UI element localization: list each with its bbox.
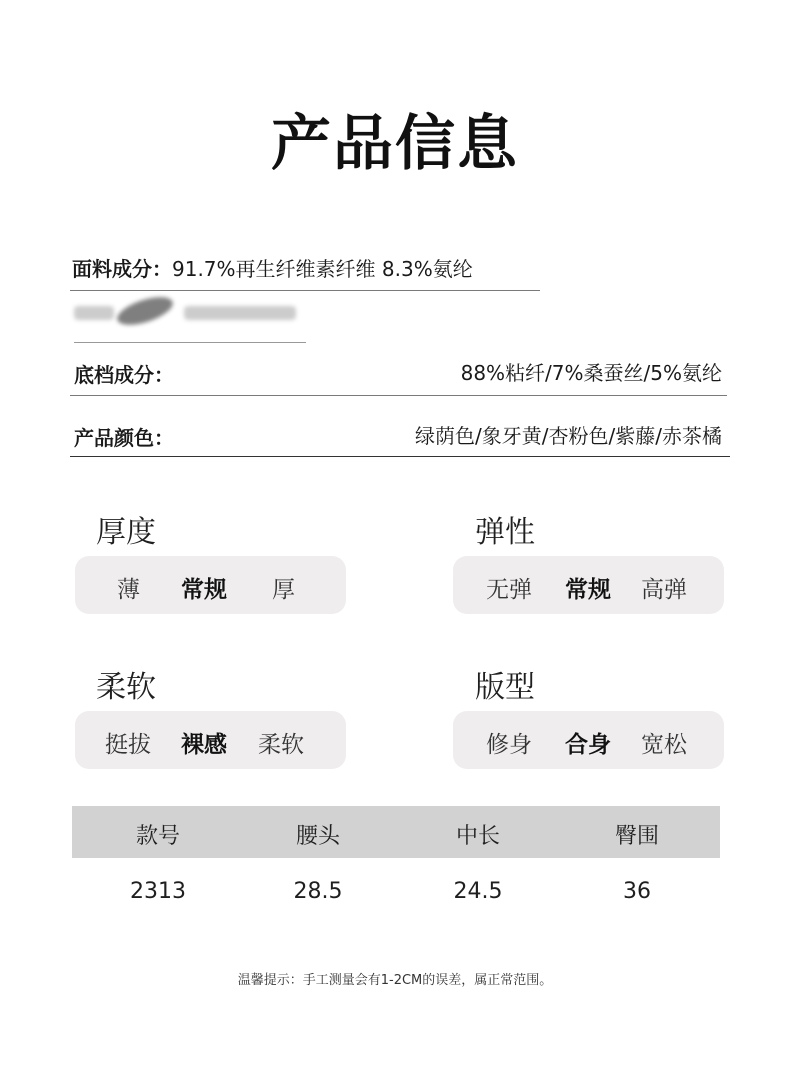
measurement-note: 温馨提示：手工测量会有1-2CM的误差，属正常范围。 [237, 973, 553, 988]
redacted-text [74, 300, 304, 330]
color-label: 产品颜色： [74, 426, 174, 450]
elasticity-option: 无弹 [486, 577, 532, 603]
thickness-title: 厚度 [96, 515, 156, 550]
thickness-option: 薄 [117, 577, 140, 603]
thickness-option-selected: 常规 [181, 577, 227, 603]
lining-label: 底档成分： [74, 363, 174, 387]
thickness-scale [75, 556, 346, 614]
divider [70, 456, 730, 457]
softness-title: 柔软 [96, 670, 156, 705]
column-header: 款号 [135, 824, 180, 849]
lining-value: 88%粘纤/7%桑蚕丝/5%氨纶 [460, 361, 722, 385]
elasticity-option-selected: 常规 [565, 577, 611, 603]
table-cell: 2313 [130, 879, 186, 904]
color-value: 绿荫色/象牙黄/杏粉色/紫藤/赤茶橘 [415, 424, 722, 448]
softness-scale [75, 711, 346, 769]
table-cell: 36 [623, 879, 651, 904]
elasticity-scale [453, 556, 724, 614]
divider [70, 290, 540, 291]
column-header: 中长 [455, 824, 500, 849]
fit-scale [453, 711, 724, 769]
fabric-value: 91.7%再生纤维素纤维 8.3%氨纶 [172, 257, 473, 281]
elasticity-title: 弹性 [475, 515, 535, 550]
divider [74, 342, 306, 343]
softness-option: 挺拔 [105, 732, 151, 758]
size-table-header [72, 806, 720, 858]
fabric-label: 面料成分： [72, 257, 172, 281]
fit-title: 版型 [475, 670, 535, 705]
column-header: 腰头 [295, 824, 340, 849]
page-title: 产品信息 [271, 109, 519, 179]
divider [70, 395, 727, 396]
softness-option: 柔软 [258, 732, 304, 758]
fit-option: 宽松 [641, 732, 687, 758]
fit-option-selected: 合身 [565, 732, 611, 758]
fit-option: 修身 [486, 732, 532, 758]
softness-option-selected: 裸感 [181, 732, 227, 758]
elasticity-option: 高弹 [641, 577, 687, 603]
table-cell: 28.5 [293, 879, 343, 904]
column-header: 臀围 [614, 824, 659, 849]
table-cell: 24.5 [453, 879, 503, 904]
thickness-option: 厚 [272, 577, 295, 603]
